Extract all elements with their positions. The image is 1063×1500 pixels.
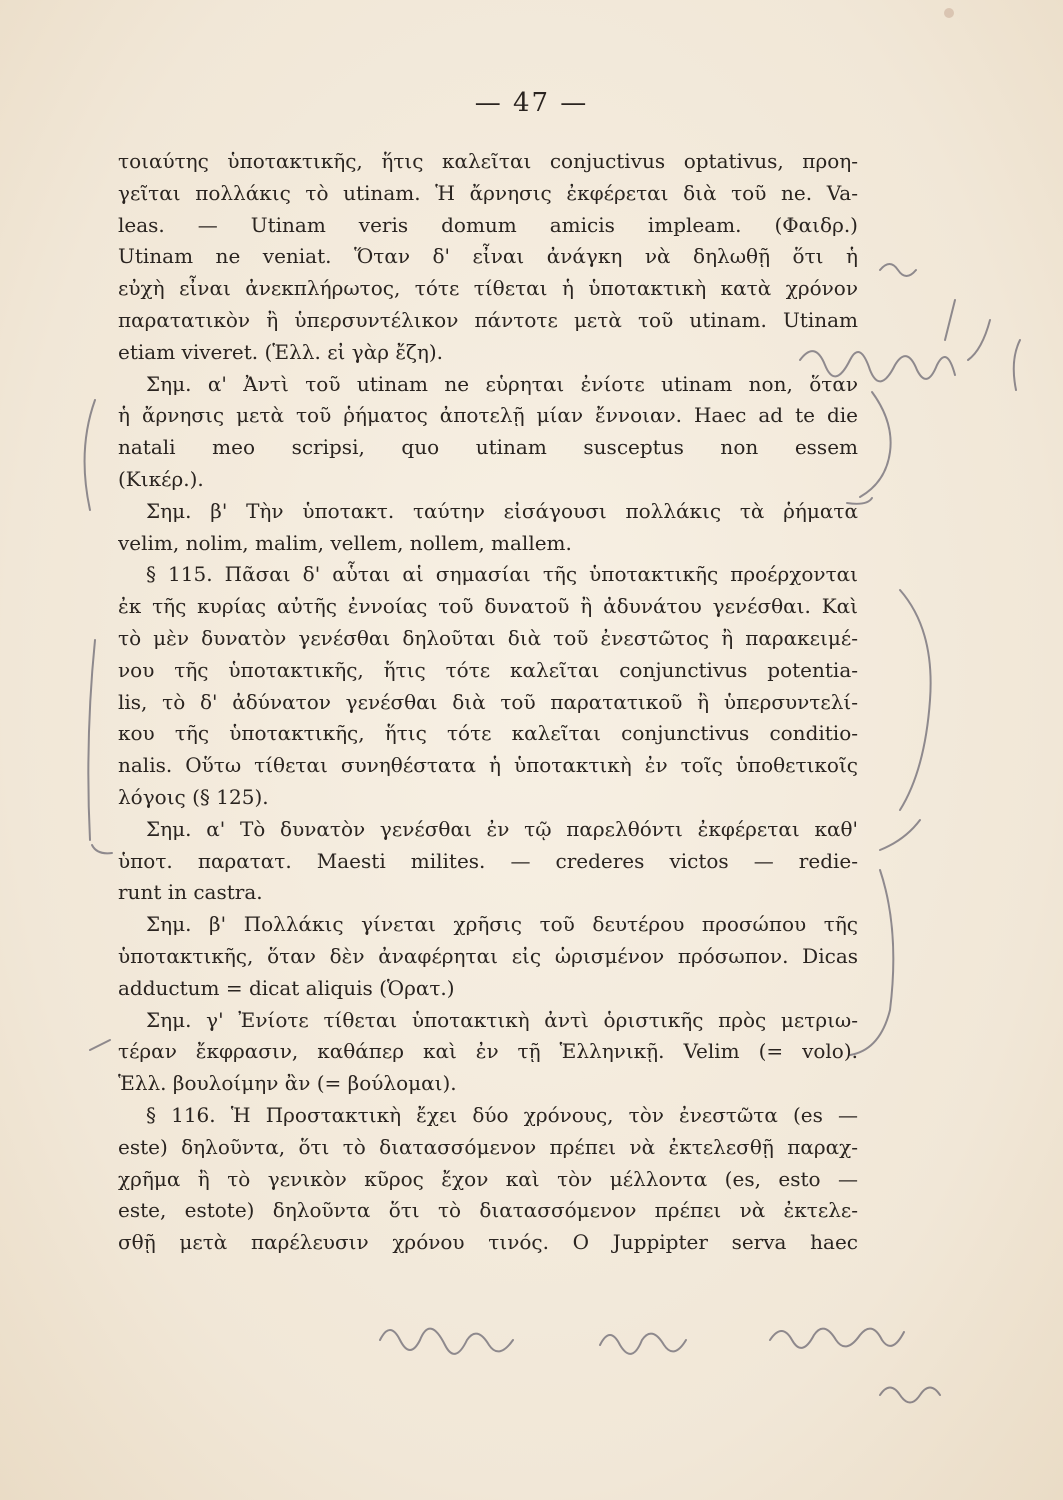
- text-line: natali meo scripsi, quo utinam susceptus non essem: [118, 435, 858, 460]
- text-line: ἐκ τῆς κυρίας αὐτῆς ἐννοίας τοῦ δυνατοῦ ἢ ἀδυνάτου γενέσθαι. Καὶ: [118, 594, 858, 619]
- text-line: Σημ. β' Τὴν ὑποτακτ. ταύτην εἰσάγουσι πολλάκις τὰ ῥήματα: [146, 498, 858, 523]
- text-line: λόγοις (§ 125).: [118, 784, 269, 809]
- text-line: Σημ. γ' Ἐνίοτε τίθεται ὑποτακτικὴ ἀντὶ ὁριστικῆς πρὸς μετριω-: [146, 1007, 858, 1032]
- text-line: Σημ. α' Τὸ δυνατὸν γενέσθαι ἐν τῷ παρελθόντι ἐκφέρεται καθ': [146, 816, 858, 841]
- text-line: runt in castra.: [118, 880, 263, 905]
- text-line: Σημ. α' Ἀντὶ τοῦ utinam ne εὑρηται ἐνίοτε utinam non, ὅταν: [146, 371, 858, 396]
- text-line: τὸ μὲν δυνατὸν γενέσθαι δηλοῦται διὰ τοῦ ἐνεστῶτος ἢ παρακειμέ-: [118, 625, 858, 650]
- text-line: Ἑλλ. βουλοίμην ἂν (= βούλομαι).: [118, 1071, 457, 1096]
- text-line: este, estote) δηλοῦντα ὅτι τὸ διατασσόμενον πρέπει νὰ ἐκτελε-: [118, 1198, 858, 1223]
- text-line: γεῖται πολλάκις τὸ utinam. Ἡ ἄρνησις ἐκφέρεται διὰ τοῦ ne. Va-: [118, 180, 858, 205]
- text-line: § 115. Πᾶσαι δ' αὗται αἱ σημασίαι τῆς ὑποτακτικῆς προέρχονται: [146, 562, 858, 587]
- text-line: Σημ. β' Πολλάκις γίνεται χρῆσις τοῦ δευτέρου προσώπου τῆς: [146, 912, 858, 937]
- text-line: Utinam ne veniat. Ὅταν δ' εἶναι ἀνάγκη νὰ δηλωθῇ ὅτι ἡ: [118, 244, 858, 269]
- text-line: τέραν ἔκφρασιν, καθάπερ καὶ ἐν τῇ Ἑλληνικῇ. Velim (= volo).: [118, 1039, 858, 1064]
- ink-spot: [944, 8, 954, 18]
- text-line: este) δηλοῦντα, ὅτι τὸ διατασσόμενον πρέπει νὰ ἐκτελεσθῇ παραχ-: [118, 1134, 858, 1159]
- text-line: κου τῆς ὑποτακτικῆς, ἥτις τότε καλεῖται conjunctivus conditio-: [118, 721, 858, 746]
- text-line: χρῆμα ἢ τὸ γενικὸν κῦρος ἔχον καὶ τὸν μέλλοντα (es, esto —: [118, 1166, 858, 1191]
- text-line: adductum = dicat aliquis (Ὁρατ.): [118, 975, 455, 1000]
- text-line: παρατατικὸν ἢ ὑπερσυντέλικον πάντοτε μετὰ τοῦ utinam. Utinam: [118, 307, 858, 332]
- text-line: leas. — Utinam veris domum amicis impleam. (Φαιδρ.): [118, 212, 858, 237]
- text-line: ὑποτ. παρατατ. Maesti milites. — crederes victos — redie-: [118, 848, 858, 873]
- text-line: (Κικέρ.).: [118, 466, 204, 491]
- text-line: etiam viveret. (Ἑλλ. εἰ γὰρ ἔζη).: [118, 339, 444, 364]
- text-line: lis, τὸ δ' ἀδύνατον γενέσθαι διὰ τοῦ παρατατικοῦ ἢ ὑπερσυντελί-: [118, 689, 858, 714]
- text-line: ὑποτακτικῆς, ὅταν δὲν ἀναφέρηται εἰς ὡρισμένον πρόσωπον. Dicas: [118, 943, 858, 968]
- text-line: τοιαύτης ὑποτακτικῆς, ἥτις καλεῖται conjuctivus optativus, προη-: [118, 149, 858, 173]
- text-line: nalis. Οὕτω τίθεται συνηθέστατα ἡ ὑποτακτικὴ ἐν τοῖς ὑποθετικοῖς: [118, 753, 858, 778]
- body-text: [118, 146, 858, 1259]
- text-line: σθῇ μετὰ παρέλευσιν χρόνου τινός. O Juppipter serva haec: [118, 1230, 858, 1255]
- text-line: § 116. Ἡ Προστακτικὴ ἔχει δύο χρόνους, τὸν ἐνεστῶτα (es —: [146, 1102, 858, 1127]
- page-number: — 47 —: [474, 88, 589, 118]
- text-line: εὐχὴ εἶναι ἀνεκπλήρωτος, τότε τίθεται ἡ ὑποτακτικὴ κατὰ χρόνον: [118, 276, 858, 301]
- text-line: ἡ ἄρνησις μετὰ τοῦ ῥήματος ἀποτελῇ μίαν ἔννοιαν. Haec ad te die: [118, 403, 858, 428]
- text-line: νου τῆς ὑποτακτικῆς, ἥτις τότε καλεῖται conjunctivus potentia-: [118, 657, 858, 682]
- text-line: velim, nolim, malim, vellem, nollem, mallem.: [118, 530, 572, 555]
